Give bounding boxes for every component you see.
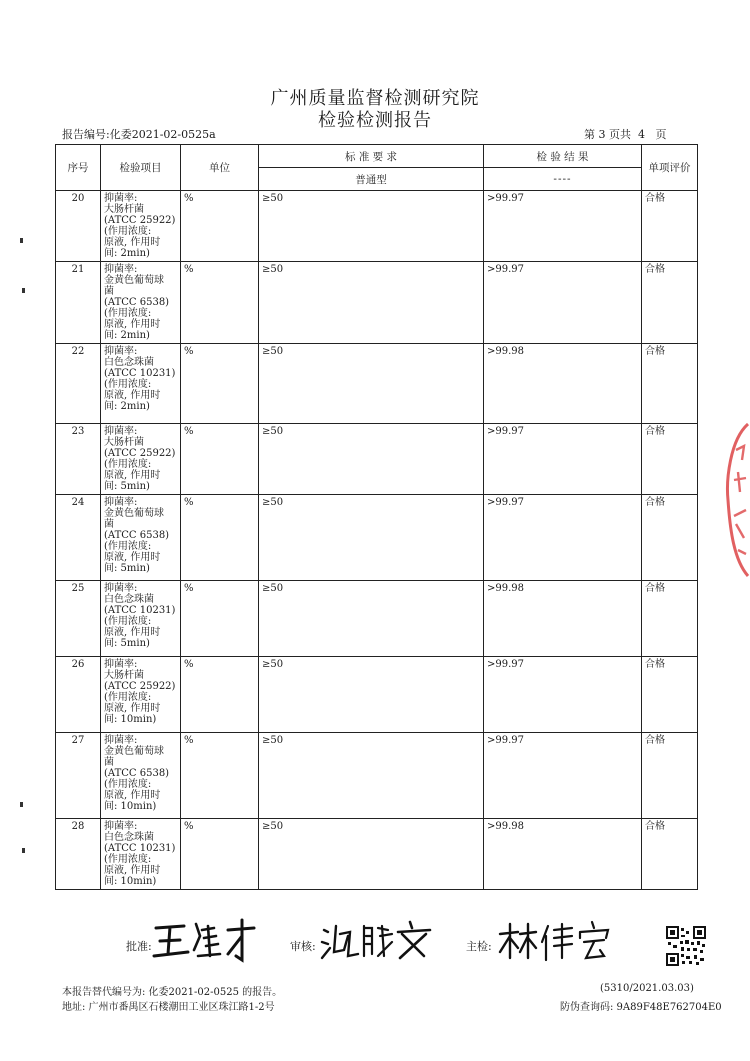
row-number: 26 [56, 657, 101, 733]
anti-fake-code: 防伪查询码: 9A89F48E762704E0 [560, 1002, 722, 1013]
row-unit [181, 733, 259, 819]
standard-value: ≥50 [262, 426, 284, 437]
approve-label: 批准: [126, 940, 152, 953]
item-line: (作用浓度: [104, 379, 152, 390]
row-result [484, 581, 642, 657]
header-result: 检 验 结 果 [484, 145, 642, 168]
item-line: 间: 10min) [104, 714, 157, 725]
row-result [484, 733, 642, 819]
item-line: (作用浓度: [104, 459, 152, 470]
standard-value: ≥50 [262, 583, 284, 594]
review-label: 审核: [290, 940, 316, 953]
unit-value: % [184, 735, 194, 746]
row-unit [181, 657, 259, 733]
item-line: 金黄色葡萄球 [104, 508, 164, 519]
row-number: 24 [56, 495, 101, 581]
row-unit [181, 819, 259, 890]
item-line: 白色念珠菌 [104, 832, 154, 843]
item-line: 抑菌率: [104, 497, 138, 508]
item-line: 间: 5min) [104, 563, 150, 574]
standard-value: ≥50 [262, 193, 284, 204]
item-line: 原液, 作用时 [104, 627, 161, 638]
item-line: (作用浓度: [104, 541, 152, 552]
review-signature [318, 916, 438, 970]
item-line: 原液, 作用时 [104, 470, 161, 481]
eval-value: 合格 [645, 193, 665, 204]
table-row [56, 344, 698, 424]
table-row [56, 819, 698, 890]
item-line: 原液, 作用时 [104, 319, 161, 330]
item-line: 间: 5min) [104, 481, 150, 492]
institute-title: 广州质量监督检测研究院 [270, 88, 480, 109]
row-standard [259, 657, 484, 733]
item-line: 菌 [104, 519, 114, 530]
row-unit [181, 191, 259, 262]
eval-value: 合格 [645, 583, 665, 594]
row-number: 21 [56, 262, 101, 344]
table-row [56, 733, 698, 819]
item-line: 大肠杆菌 [104, 204, 144, 215]
item-line: 大肠杆菌 [104, 670, 144, 681]
row-standard [259, 495, 484, 581]
row-item [101, 819, 181, 890]
result-value: >99.97 [487, 264, 525, 275]
row-number: 22 [56, 344, 101, 424]
row-standard [259, 262, 484, 344]
row-eval [642, 495, 698, 581]
row-number: 25 [56, 581, 101, 657]
row-result [484, 262, 642, 344]
unit-value: % [184, 426, 194, 437]
unit-value: % [184, 821, 194, 832]
item-line: 抑菌率: [104, 583, 138, 594]
result-value: >99.98 [487, 583, 525, 594]
page-info: 第 3 页共 4 页 [584, 128, 667, 141]
row-eval [642, 344, 698, 424]
row-standard [259, 191, 484, 262]
item-line: 金黄色葡萄球 [104, 746, 164, 757]
table-row [56, 262, 698, 344]
row-eval [642, 657, 698, 733]
row-eval [642, 191, 698, 262]
item-line: 抑菌率: [104, 264, 138, 275]
replace-note: 本报告替代编号为: 化委2021-02-0525 的报告。 [62, 987, 283, 998]
qr-code-icon [666, 926, 706, 966]
item-line: 间: 2min) [104, 401, 150, 412]
row-item [101, 657, 181, 733]
row-item [101, 191, 181, 262]
result-value: >99.97 [487, 659, 525, 670]
item-line: (ATCC 25922) [104, 215, 176, 226]
item-line: (作用浓度: [104, 616, 152, 627]
report-number: 报告编号:化委2021-02-0525a [62, 128, 216, 141]
document-title: 检验检测报告 [318, 110, 432, 131]
row-result [484, 495, 642, 581]
item-line: 菌 [104, 286, 114, 297]
results-table [55, 144, 698, 890]
item-line: 原液, 作用时 [104, 390, 161, 401]
row-standard [259, 424, 484, 495]
item-line: (ATCC 6538) [104, 530, 170, 541]
item-line: (作用浓度: [104, 779, 152, 790]
unit-value: % [184, 264, 194, 275]
row-item [101, 495, 181, 581]
unit-value: % [184, 659, 194, 670]
item-line: (作用浓度: [104, 854, 152, 865]
row-number: 28 [56, 819, 101, 890]
eval-value: 合格 [645, 735, 665, 746]
eval-value: 合格 [645, 821, 665, 832]
eval-value: 合格 [645, 346, 665, 357]
item-line: 间: 5min) [104, 638, 150, 649]
item-line: 原液, 作用时 [104, 790, 161, 801]
row-number: 20 [56, 191, 101, 262]
row-result [484, 344, 642, 424]
eval-value: 合格 [645, 426, 665, 437]
header-no: 序号 [56, 145, 101, 191]
item-line: 菌 [104, 757, 114, 768]
binding-mark [20, 238, 23, 243]
item-line: (ATCC 6538) [104, 768, 170, 779]
row-unit [181, 344, 259, 424]
item-line: (作用浓度: [104, 308, 152, 319]
item-line: 原液, 作用时 [104, 703, 161, 714]
item-line: 原液, 作用时 [104, 552, 161, 563]
result-value: >99.97 [487, 193, 525, 204]
item-line: (ATCC 25922) [104, 448, 176, 459]
binding-mark [22, 288, 25, 293]
row-eval [642, 424, 698, 495]
row-item [101, 424, 181, 495]
result-value: >99.97 [487, 735, 525, 746]
result-value: >99.98 [487, 346, 525, 357]
row-unit [181, 262, 259, 344]
row-item [101, 581, 181, 657]
row-eval [642, 262, 698, 344]
unit-value: % [184, 497, 194, 508]
unit-value: % [184, 346, 194, 357]
row-eval [642, 733, 698, 819]
row-item [101, 262, 181, 344]
table-row [56, 657, 698, 733]
item-line: 抑菌率: [104, 659, 138, 670]
row-item [101, 733, 181, 819]
eval-value: 合格 [645, 497, 665, 508]
item-line: (ATCC 6538) [104, 297, 170, 308]
row-result [484, 191, 642, 262]
inspect-signature [496, 916, 616, 970]
row-standard [259, 581, 484, 657]
row-result [484, 424, 642, 495]
standard-value: ≥50 [262, 264, 284, 275]
item-line: 金黄色葡萄球 [104, 275, 164, 286]
row-standard [259, 733, 484, 819]
header-standard: 标 准 要 求 [259, 145, 484, 168]
header-unit: 单位 [181, 145, 259, 191]
unit-value: % [184, 193, 194, 204]
item-line: 白色念珠菌 [104, 357, 154, 368]
table-row [56, 581, 698, 657]
item-line: 间: 10min) [104, 876, 157, 887]
item-line: (ATCC 10231) [104, 605, 176, 616]
official-seal-stamp [720, 420, 750, 580]
row-unit [181, 424, 259, 495]
table-row [56, 495, 698, 581]
address: 地址: 广州市番禺区石楼潮田工业区珠江路1-2号 [62, 1002, 275, 1013]
header-standard-sub: 普通型 [259, 168, 484, 191]
unit-value: % [184, 583, 194, 594]
header-result-sub: ---- [484, 168, 642, 191]
row-number: 23 [56, 424, 101, 495]
header-eval: 单项评价 [642, 145, 698, 191]
row-number: 27 [56, 733, 101, 819]
row-unit [181, 581, 259, 657]
item-line: 白色念珠菌 [104, 594, 154, 605]
item-line: 抑菌率: [104, 426, 138, 437]
table-row [56, 191, 698, 262]
binding-mark [20, 802, 23, 807]
item-line: 间: 2min) [104, 330, 150, 341]
form-code: (5310/2021.03.03) [600, 983, 694, 994]
row-standard [259, 819, 484, 890]
standard-value: ≥50 [262, 735, 284, 746]
row-item [101, 344, 181, 424]
item-line: 间: 10min) [104, 801, 157, 812]
eval-value: 合格 [645, 659, 665, 670]
row-eval [642, 819, 698, 890]
row-unit [181, 495, 259, 581]
item-line: (作用浓度: [104, 692, 152, 703]
binding-mark [22, 848, 25, 853]
eval-value: 合格 [645, 264, 665, 275]
item-line: (作用浓度: [104, 226, 152, 237]
item-line: (ATCC 10231) [104, 368, 176, 379]
standard-value: ≥50 [262, 659, 284, 670]
result-value: >99.98 [487, 821, 525, 832]
item-line: (ATCC 10231) [104, 843, 176, 854]
standard-value: ≥50 [262, 821, 284, 832]
item-line: 原液, 作用时 [104, 237, 161, 248]
item-line: 抑菌率: [104, 193, 138, 204]
row-result [484, 819, 642, 890]
approve-signature [150, 916, 260, 970]
item-line: (ATCC 25922) [104, 681, 176, 692]
item-line: 间: 2min) [104, 248, 150, 259]
item-line: 原液, 作用时 [104, 865, 161, 876]
item-line: 抑菌率: [104, 346, 138, 357]
standard-value: ≥50 [262, 346, 284, 357]
item-line: 抑菌率: [104, 821, 138, 832]
item-line: 大肠杆菌 [104, 437, 144, 448]
result-value: >99.97 [487, 497, 525, 508]
inspect-label: 主检: [466, 940, 492, 953]
table-row [56, 424, 698, 495]
row-eval [642, 581, 698, 657]
header-item: 检验项目 [101, 145, 181, 191]
row-standard [259, 344, 484, 424]
item-line: 抑菌率: [104, 735, 138, 746]
result-value: >99.97 [487, 426, 525, 437]
row-result [484, 657, 642, 733]
standard-value: ≥50 [262, 497, 284, 508]
